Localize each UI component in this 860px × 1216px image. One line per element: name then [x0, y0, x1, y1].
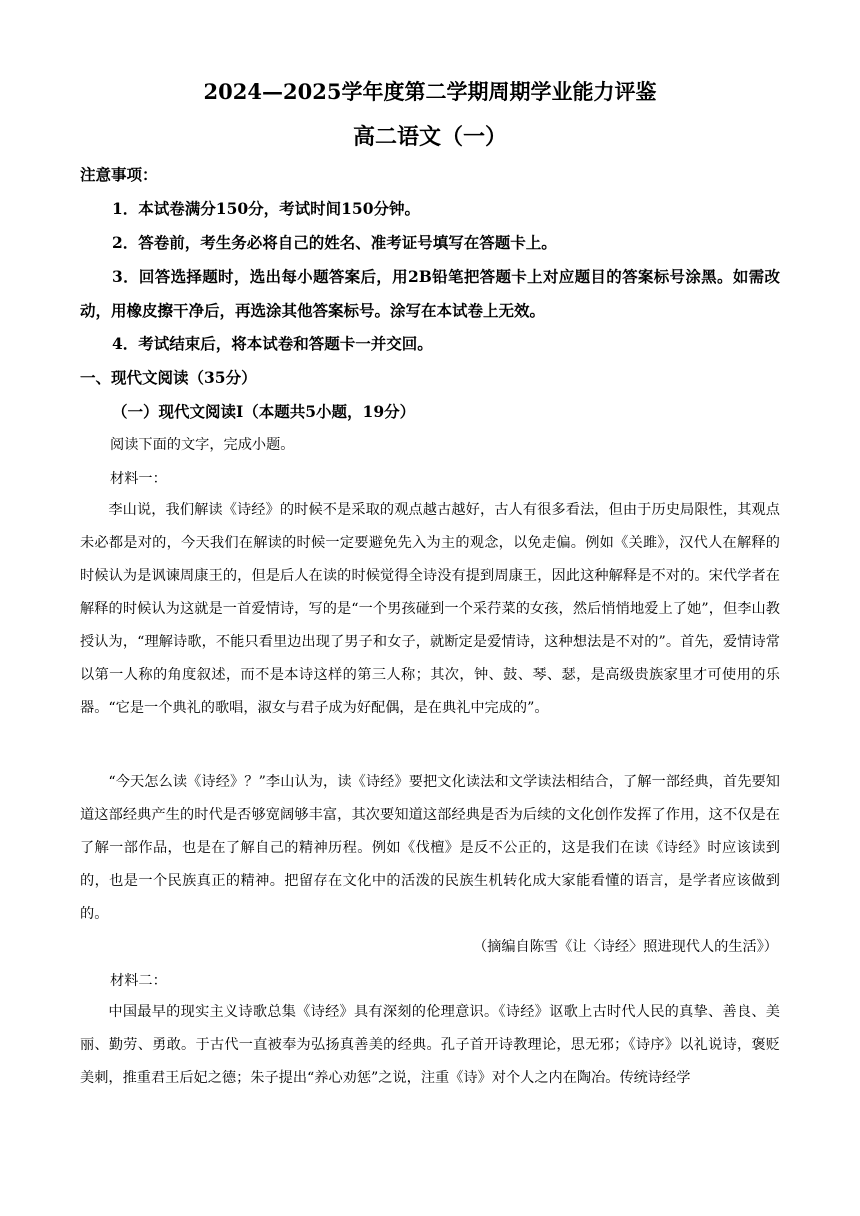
material-1-paragraph: 李山说，我们解读《诗经》的时候不是采取的观点越古越好，古人有很多看法，但由于历史局限性，其观点未必都是对的，今天我们在解读的时候一定要避免先入为主的观念，以免走偏。例如《关雎》，汉代人在解释的时候认为是讽谏周康王的，但是后人在读的时候觉得全诗没有提到周康王，因此这种解释是不对的。宋代学者在解释的时候认为这就是一首爱情诗，写的是“一个男孩碰到一个采荇菜的女孩，然后悄悄地爱上了她”，但李山教授认为，“理解诗歌，不能只看里边出现了男子和女子，就断定是爱情诗，这种想法是不对的”。首先，爱情诗常以第一人称的角度叙述，而不是本诗这样的第三人称；其次，钟、鼓、琴、瑟，是高级贵族家里才可使用的乐器。“它是一个典礼的歌唱，淑女与君子成为好配偶，是在典礼中完成的”。 — [80, 502, 780, 716]
notice-heading: 注意事项： — [80, 165, 158, 184]
material-1-paragraph: “今天怎么读《诗经》？”李山认为，读《诗经》要把文化读法和文学读法相结合，了解一部经典，首先要知道这部经典产生的时代是否够宽阔够丰富，其次要知道这部经典是否为后续的文化创作发挥了作用，这不仅是在了解一部作品，也是在了解自己的精神历程。例如《伐檀》是反不公正的，这是我们在读《诗经》时应该读到的，也是一个民族真正的精神。把留存在文化中的活泼的民族生机转化成大家能看懂的语言，是学者应该做到的。 — [80, 774, 780, 922]
reading-instruction: 阅读下面的文字，完成小题。 — [110, 437, 295, 453]
material-2-paragraph: 中国最早的现实主义诗歌总集《诗经》具有深刻的伦理意识。《诗经》讴歌上古时代人民的真挚、善良、美丽、勤劳、勇敢。于古代一直被奉为弘扬真善美的经典。孔子首开诗教理论，思无邪；《诗序》以礼说诗，褒贬美刺，推重君王后妃之德；朱子提出“养心劝惩”之说，注重《诗》对个人之内在陶冶。传统诗经学 — [80, 1004, 780, 1086]
material-1-label: 材料一： — [110, 471, 167, 487]
notice-item-2: 2．答卷前，考生务必将自己的姓名、准考证号填写在答题卡上。 — [112, 233, 557, 252]
section-title: 一、现代文阅读（35分） — [80, 368, 257, 387]
material-2-label: 材料二： — [110, 973, 167, 989]
notice-item-4: 4．考试结束后，将本试卷和答题卡一并交回。 — [112, 334, 433, 353]
notice-item-3: 3．回答选择题时，选出每小题答案后，用2B铅笔把答题卡上对应题目的答案标号涂黑。如需改动，用橡皮擦干净后，再选涂其他答案标号。涂写在本试卷上无效。 — [80, 267, 780, 320]
material-1-source: （摘编自陈雪《让〈诗经〉照进现代人的生活》） — [472, 939, 778, 955]
exam-title: 2024—2025学年度第二学期周期学业能力评鉴 — [203, 79, 657, 104]
notice-item-1: 1．本试卷满分150分，考试时间150分钟。 — [112, 199, 420, 218]
section-subtitle: （一）现代文阅读Ⅰ（本题共5小题，19分） — [112, 402, 416, 421]
exam-subtitle: 高二语文（一） — [352, 124, 507, 150]
